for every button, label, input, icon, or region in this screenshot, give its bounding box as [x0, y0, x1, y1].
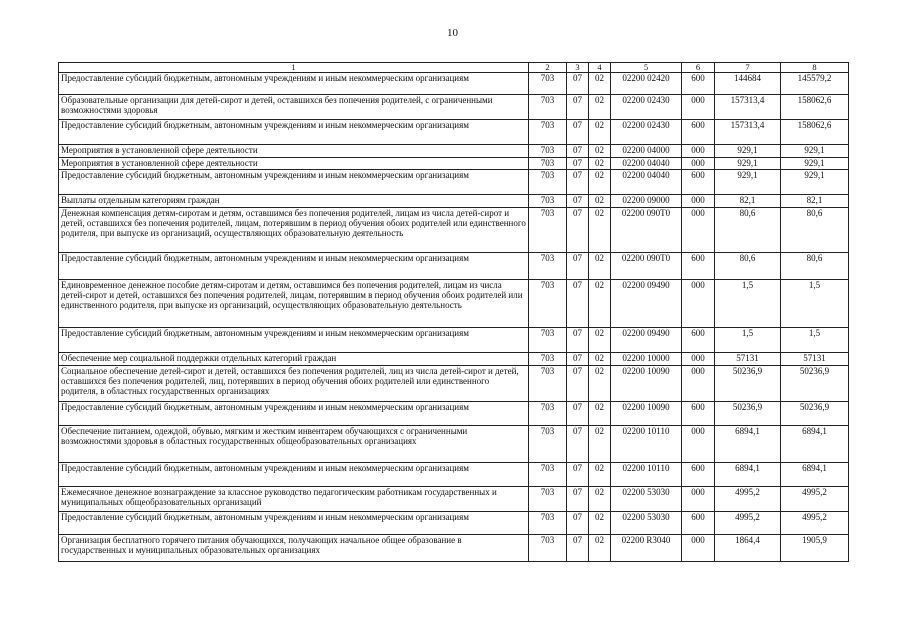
row-razd: 07	[567, 328, 589, 353]
row-podr: 02	[589, 366, 611, 402]
row-name: Организация бесплатного горячего питания обучающихся, получающих начальное общее образование в государственных и муниципальных образовательных организациях	[59, 535, 529, 562]
row-sum1: 4995,2	[715, 512, 781, 535]
row-vr: 000	[682, 366, 715, 402]
row-podr: 02	[589, 402, 611, 426]
row-sum2: 80,6	[781, 253, 849, 280]
row-sum2: 80,6	[781, 208, 849, 253]
row-vr: 600	[682, 253, 715, 280]
col-header: 4	[589, 63, 611, 73]
table-row	[59, 280, 849, 328]
table-row	[59, 73, 849, 95]
row-vr: 000	[682, 95, 715, 120]
row-vr: 000	[682, 353, 715, 366]
row-sum2: 50236,9	[781, 402, 849, 426]
row-sum2: 1905,9	[781, 535, 849, 562]
row-sum2: 1,5	[781, 328, 849, 353]
row-razd: 07	[567, 512, 589, 535]
row-podr: 02	[589, 353, 611, 366]
table-row	[59, 253, 849, 280]
row-name: Предоставление субсидий бюджетным, автономным учреждениям и иным некоммерческим организациям	[59, 73, 529, 95]
row-razd: 07	[567, 195, 589, 208]
row-ved: 703	[529, 535, 567, 562]
row-sum1: 157313,4	[715, 120, 781, 145]
row-vr: 000	[682, 195, 715, 208]
row-sum2: 929,1	[781, 145, 849, 158]
col-header: 6	[682, 63, 715, 73]
row-sum1: 144684	[715, 73, 781, 95]
row-ved: 703	[529, 253, 567, 280]
row-vr: 600	[682, 402, 715, 426]
row-ved: 703	[529, 145, 567, 158]
table-row	[59, 95, 849, 120]
row-razd: 07	[567, 158, 589, 170]
row-podr: 02	[589, 512, 611, 535]
row-name: Денежная компенсация детям-сиротам и детям, оставшимся без попечения родителей, лицам из числа детей-сирот и детей, оставшихся без попечения родителей, лицам, потерявшим в период обучения обоих родителей или единственного родителя, при выпуске из организаций, осуществляющих образовательную деятельность	[59, 208, 529, 253]
row-razd: 07	[567, 120, 589, 145]
row-csr: 02200 02430	[611, 95, 682, 120]
row-sum1: 929,1	[715, 158, 781, 170]
col-header: 7	[715, 63, 781, 73]
row-sum1: 6894,1	[715, 463, 781, 487]
row-name: Образовательные организации для детей-сирот и детей, оставшихся без попечения родителей, с ограниченными возможностями здоровья	[59, 95, 529, 120]
row-csr: 02200 R3040	[611, 535, 682, 562]
row-sum2: 4995,2	[781, 512, 849, 535]
table-row	[59, 426, 849, 463]
row-csr: 02200 10110	[611, 426, 682, 463]
row-ved: 703	[529, 353, 567, 366]
row-csr: 02200 09490	[611, 280, 682, 328]
table-row	[59, 158, 849, 170]
row-vr: 000	[682, 487, 715, 512]
col-header: 3	[567, 63, 589, 73]
row-name: Обеспечение мер социальной поддержки отдельных категорий граждан	[59, 353, 529, 366]
row-razd: 07	[567, 280, 589, 328]
page-number: 10	[447, 27, 458, 39]
row-csr: 02200 04040	[611, 170, 682, 195]
row-sum2: 6894,1	[781, 463, 849, 487]
row-sum1: 6894,1	[715, 426, 781, 463]
row-sum1: 80,6	[715, 253, 781, 280]
row-csr: 02200 53030	[611, 512, 682, 535]
row-podr: 02	[589, 280, 611, 328]
row-sum2: 145579,2	[781, 73, 849, 95]
row-razd: 07	[567, 463, 589, 487]
table-row	[59, 328, 849, 353]
row-ved: 703	[529, 120, 567, 145]
row-vr: 000	[682, 426, 715, 463]
row-name: Выплаты отдельным категориям граждан	[59, 195, 529, 208]
row-ved: 703	[529, 95, 567, 120]
table-row	[59, 366, 849, 402]
row-sum2: 158062,6	[781, 120, 849, 145]
row-csr: 02200 04000	[611, 145, 682, 158]
row-ved: 703	[529, 328, 567, 353]
table-row	[59, 208, 849, 253]
budget-table	[58, 62, 849, 562]
row-csr: 02200 10110	[611, 463, 682, 487]
table-row	[59, 170, 849, 195]
row-sum1: 929,1	[715, 170, 781, 195]
table-row	[59, 535, 849, 562]
row-name: Обеспечение питанием, одеждой, обувью, мягким и жестким инвентарем обучающихся с ограниченными возможностями здоровья в областных государственных общеобразовательных организациях	[59, 426, 529, 463]
row-ved: 703	[529, 426, 567, 463]
row-sum2: 929,1	[781, 158, 849, 170]
table-row	[59, 512, 849, 535]
table-row	[59, 402, 849, 426]
row-sum1: 4995,2	[715, 487, 781, 512]
row-razd: 07	[567, 208, 589, 253]
row-vr: 600	[682, 73, 715, 95]
row-razd: 07	[567, 253, 589, 280]
row-name: Мероприятия в установленной сфере деятельности	[59, 158, 529, 170]
row-razd: 07	[567, 487, 589, 512]
row-csr: 02200 02420	[611, 73, 682, 95]
row-podr: 02	[589, 535, 611, 562]
row-ved: 703	[529, 208, 567, 253]
row-razd: 07	[567, 145, 589, 158]
row-ved: 703	[529, 512, 567, 535]
row-csr: 02200 10090	[611, 402, 682, 426]
row-csr: 02200 09490	[611, 328, 682, 353]
row-sum2: 50236,9	[781, 366, 849, 402]
row-ved: 703	[529, 158, 567, 170]
row-ved: 703	[529, 195, 567, 208]
row-csr: 02200 04040	[611, 158, 682, 170]
row-name: Предоставление субсидий бюджетным, автономным учреждениям и иным некоммерческим организациям	[59, 328, 529, 353]
row-name: Предоставление субсидий бюджетным, автономным учреждениям и иным некоммерческим организациям	[59, 463, 529, 487]
row-name: Мероприятия в установленной сфере деятельности	[59, 145, 529, 158]
header-row	[59, 63, 849, 73]
row-sum1: 80,6	[715, 208, 781, 253]
row-csr: 02200 09000	[611, 195, 682, 208]
row-razd: 07	[567, 535, 589, 562]
row-vr: 000	[682, 208, 715, 253]
row-sum2: 57131	[781, 353, 849, 366]
row-ved: 703	[529, 402, 567, 426]
row-sum1: 50236,9	[715, 366, 781, 402]
row-podr: 02	[589, 253, 611, 280]
row-ved: 703	[529, 366, 567, 402]
row-sum1: 1864,4	[715, 535, 781, 562]
row-sum2: 1,5	[781, 280, 849, 328]
col-header: 1	[59, 63, 529, 73]
row-podr: 02	[589, 487, 611, 512]
col-header: 8	[781, 63, 849, 73]
row-razd: 07	[567, 73, 589, 95]
table-row	[59, 120, 849, 145]
row-podr: 02	[589, 463, 611, 487]
row-razd: 07	[567, 366, 589, 402]
table-row	[59, 463, 849, 487]
row-razd: 07	[567, 426, 589, 463]
col-header: 5	[611, 63, 682, 73]
row-vr: 000	[682, 280, 715, 328]
row-name: Предоставление субсидий бюджетным, автономным учреждениям и иным некоммерческим организациям	[59, 253, 529, 280]
row-podr: 02	[589, 73, 611, 95]
row-razd: 07	[567, 95, 589, 120]
row-sum1: 82,1	[715, 195, 781, 208]
row-ved: 703	[529, 170, 567, 195]
row-name: Предоставление субсидий бюджетным, автономным учреждениям и иным некоммерческим организациям	[59, 512, 529, 535]
row-csr: 02200 10000	[611, 353, 682, 366]
row-vr: 600	[682, 512, 715, 535]
row-csr: 02200 090Т0	[611, 208, 682, 253]
col-header: 2	[529, 63, 567, 73]
row-csr: 02200 10090	[611, 366, 682, 402]
row-podr: 02	[589, 170, 611, 195]
row-podr: 02	[589, 158, 611, 170]
row-name: Предоставление субсидий бюджетным, автономным учреждениям и иным некоммерческим организациям	[59, 402, 529, 426]
row-sum1: 1,5	[715, 328, 781, 353]
row-ved: 703	[529, 280, 567, 328]
row-sum1: 929,1	[715, 145, 781, 158]
row-ved: 703	[529, 487, 567, 512]
row-vr: 000	[682, 535, 715, 562]
table-row	[59, 487, 849, 512]
row-sum2: 82,1	[781, 195, 849, 208]
row-sum1: 1,5	[715, 280, 781, 328]
row-csr: 02200 090Т0	[611, 253, 682, 280]
row-sum1: 50236,9	[715, 402, 781, 426]
row-podr: 02	[589, 195, 611, 208]
row-name: Ежемесячное денежное вознаграждение за классное руководство педагогическим работникам государственных и муниципальных общеобразовательных организаций	[59, 487, 529, 512]
row-podr: 02	[589, 328, 611, 353]
row-vr: 600	[682, 170, 715, 195]
row-sum1: 57131	[715, 353, 781, 366]
row-name: Единовременное денежное пособие детям-сиротам и детям, оставшимся без попечения родителей, лицам из числа детей-сирот и детей, оставшихся без попечения родителей, лицам, потерявшим в период обучения обоих родителей или единственного родителя, при выпуске из организаций, осуществляющих образовательную деятельность	[59, 280, 529, 328]
row-vr: 000	[682, 145, 715, 158]
row-razd: 07	[567, 170, 589, 195]
row-ved: 703	[529, 463, 567, 487]
row-sum2: 929,1	[781, 170, 849, 195]
row-name: Социальное обеспечение детей-сирот и детей, оставшихся без попечения родителей, лиц из числа детей-сирот и детей, оставшихся без попечения родителей, лиц, потерявших в период обучения обоих родителей или единственного родителя, в областных государственных организациях	[59, 366, 529, 402]
row-sum1: 157313,4	[715, 95, 781, 120]
row-name: Предоставление субсидий бюджетным, автономным учреждениям и иным некоммерческим организациям	[59, 120, 529, 145]
table-row	[59, 353, 849, 366]
row-podr: 02	[589, 145, 611, 158]
row-ved: 703	[529, 73, 567, 95]
row-sum2: 158062,6	[781, 95, 849, 120]
row-sum2: 6894,1	[781, 426, 849, 463]
row-sum2: 4995,2	[781, 487, 849, 512]
table-row	[59, 195, 849, 208]
row-podr: 02	[589, 426, 611, 463]
row-razd: 07	[567, 402, 589, 426]
row-vr: 600	[682, 120, 715, 145]
row-vr: 000	[682, 158, 715, 170]
row-podr: 02	[589, 95, 611, 120]
row-vr: 600	[682, 328, 715, 353]
row-vr: 600	[682, 463, 715, 487]
row-csr: 02200 53030	[611, 487, 682, 512]
row-name: Предоставление субсидий бюджетным, автономным учреждениям и иным некоммерческим организациям	[59, 170, 529, 195]
row-podr: 02	[589, 120, 611, 145]
table-row	[59, 145, 849, 158]
row-razd: 07	[567, 353, 589, 366]
row-podr: 02	[589, 208, 611, 253]
row-csr: 02200 02430	[611, 120, 682, 145]
